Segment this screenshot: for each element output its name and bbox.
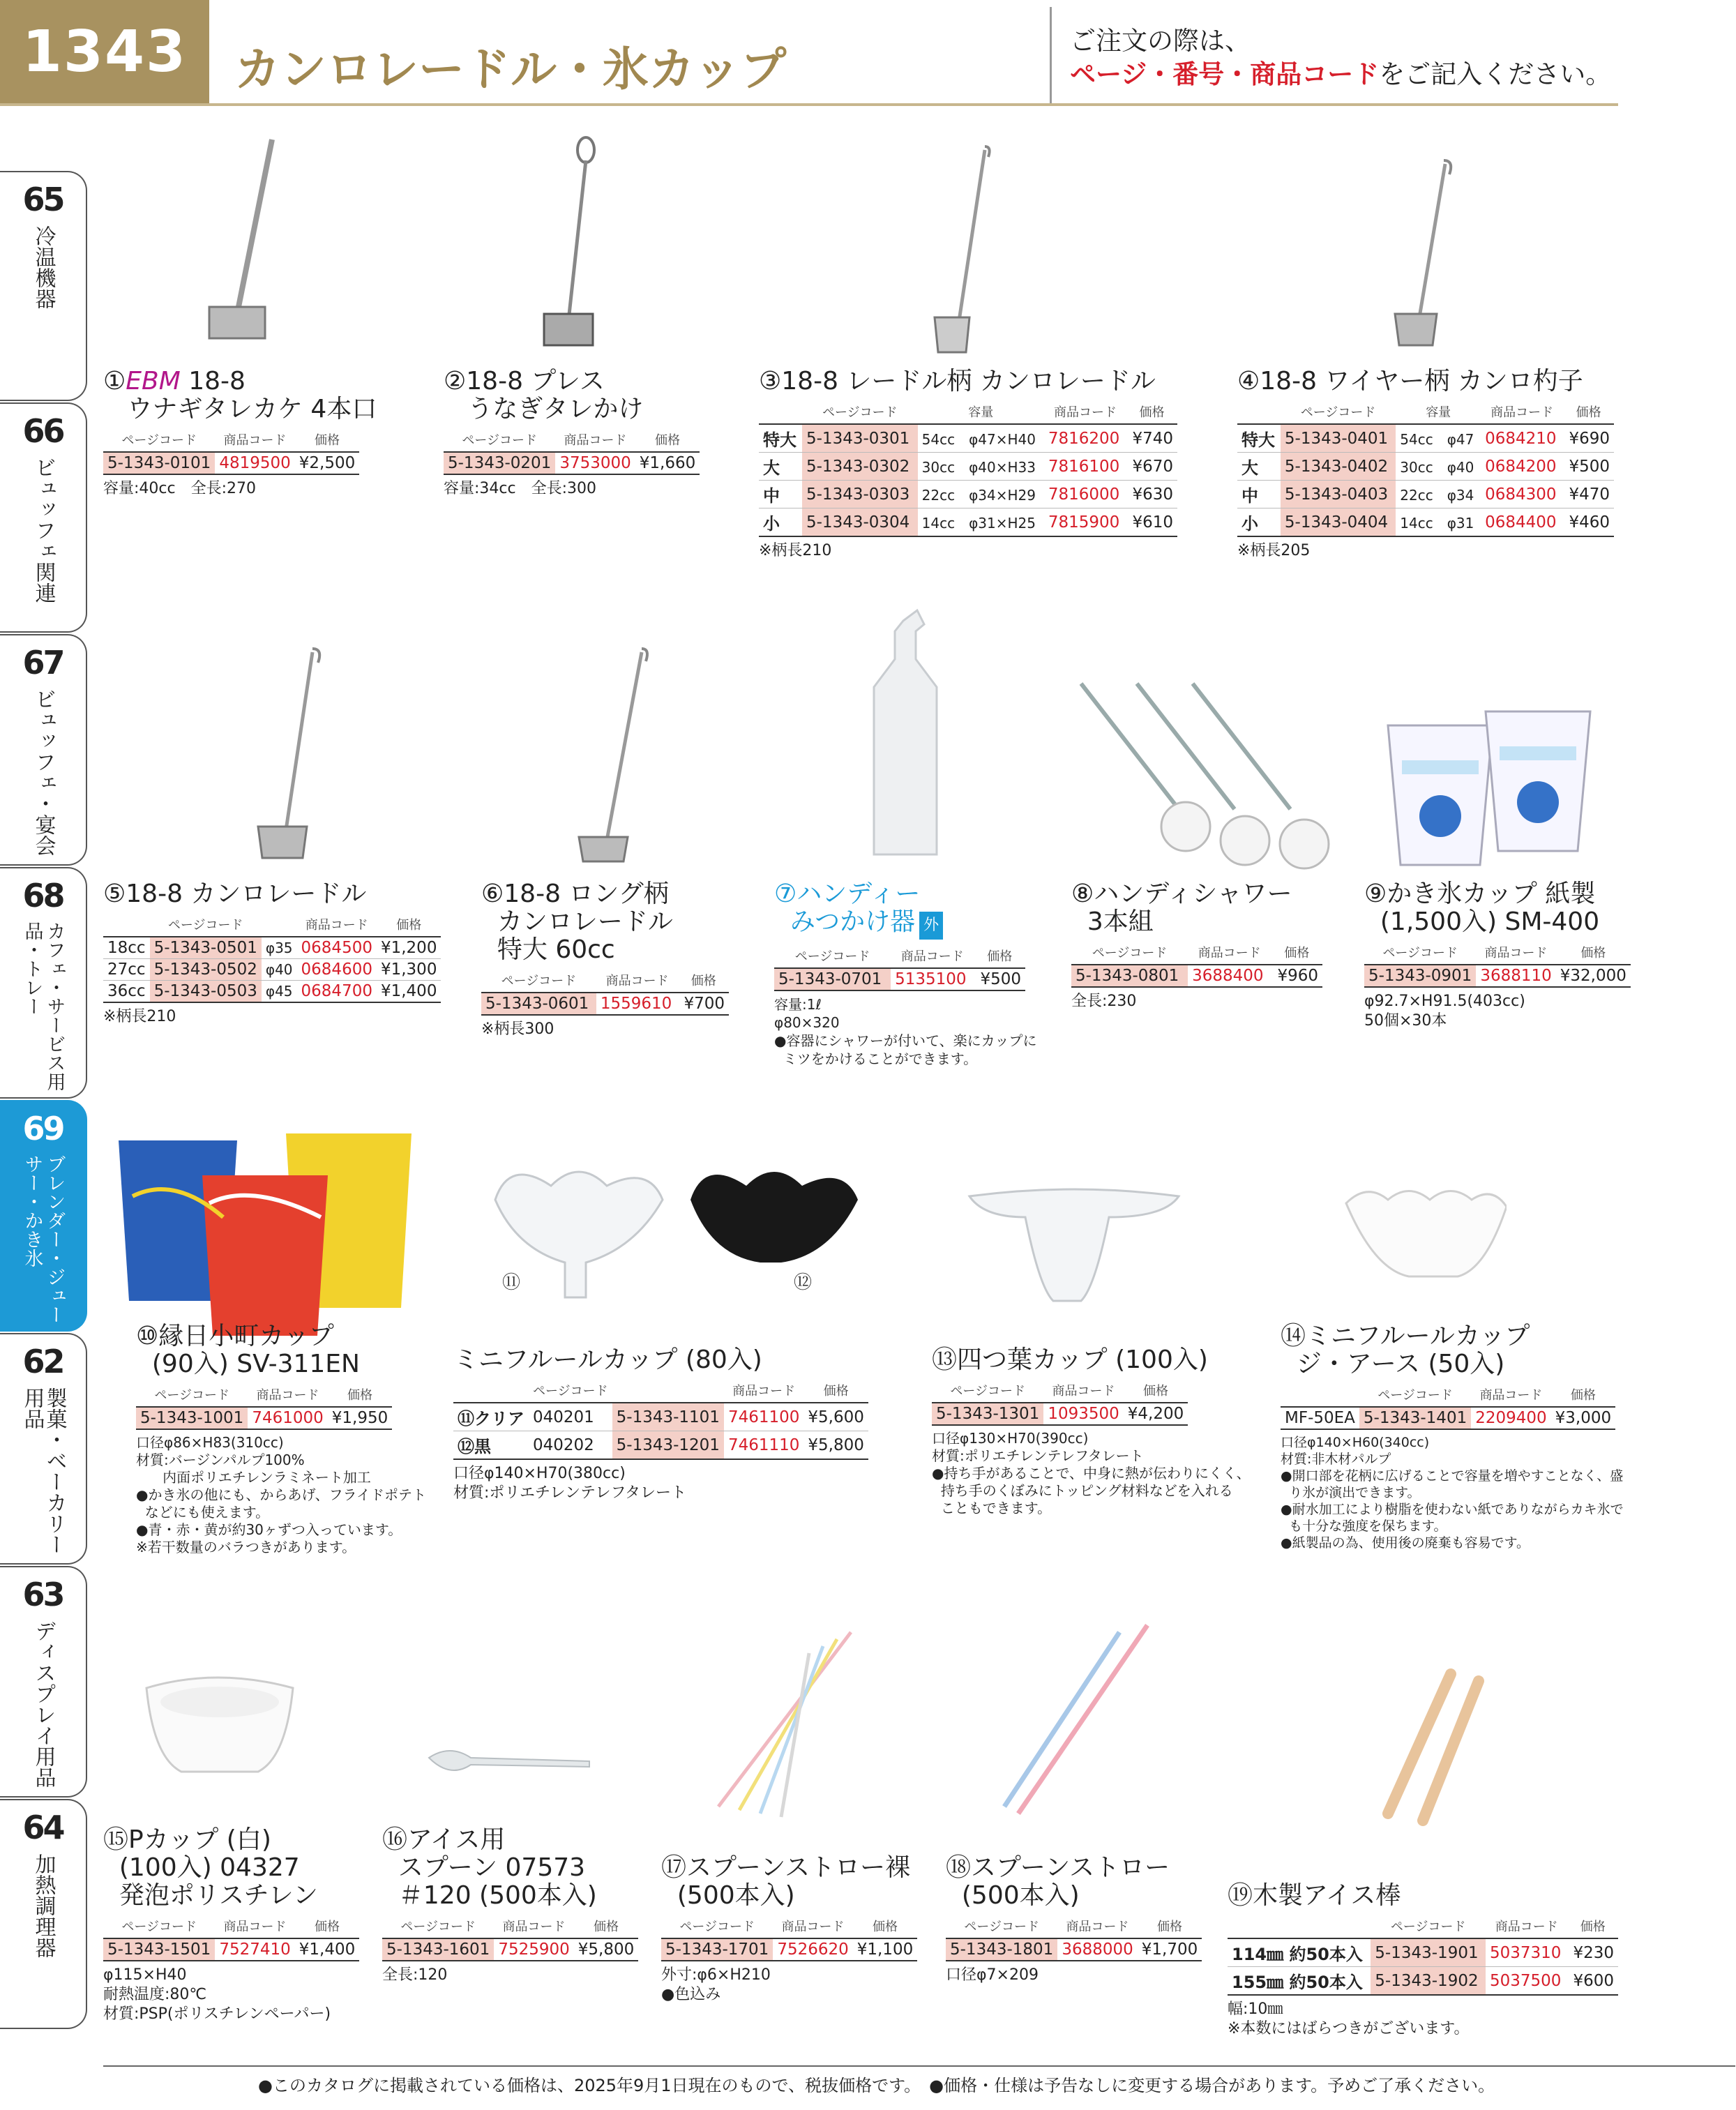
footer-rule <box>103 2065 1735 2067</box>
hand-shower-image <box>1074 670 1353 879</box>
product-16: ⑯アイス用 スプーン 07573 ＃120 (500本入) ページコード 商品コード 価格 5-1343-1601 7525900 ¥5,800 全長:120 <box>382 1826 638 1985</box>
tab-65[interactable]: 65 冷温機器 <box>0 171 87 401</box>
paper-shaved-ice-cup-image <box>1381 698 1604 872</box>
product-6: ⑥18-8 ロング柄 カンロレードル 特大 60cc ページコード 商品コード 価格 5-1343-0601 1559610 ¥700 ※柄長300 <box>481 880 729 1039</box>
product-18: ⑱スプーンストロー (500本入) ページコード 商品コード 価格 5-1343-1801 3688000 ¥1,700 口径φ7×209 <box>946 1854 1202 1985</box>
long-handle-kanro-ladle-image <box>558 642 656 872</box>
kanro-ladle-image <box>230 642 328 872</box>
tab-67[interactable]: 67 ビュッフェ・宴会 <box>0 634 87 866</box>
order-notice: ご注文の際は、 ページ・番号・商品コードをご記入ください。 <box>1050 7 1618 103</box>
product-9-table: ページコード 商品コード 価格 5-1343-0901 3688110 ¥32,000 <box>1364 940 1631 988</box>
product-15-table: ページコード 商品コード 価格 5-1343-1501 7527410 ¥1,400 <box>103 1914 359 1961</box>
mini-fleur-cup-image <box>481 1158 872 1318</box>
wire-handle-kanro-ladle-image <box>1367 153 1465 356</box>
product-11-12: ミニフルールカップ (80入) ページコード 商品コード 価格 ⑪クリア 040201 5-1343-1101 7461100 ¥5,600 ⑫黒 040202 5-1343-1201 7461110 ¥5,800 口径φ140×H70(380cc) 材質:ポリエチレンテレフタレート <box>453 1346 868 1503</box>
product-19-table: ページコード 商品コード 価格 114㎜ 約50本入 5-1343-1901 5037310 ¥230 155㎜ 約50本入 5-1343-1902 5037500 ¥600 <box>1228 1914 1618 1996</box>
tab-66[interactable]: 66 ビュッフェ関連 <box>0 402 87 633</box>
product-3-table: ページコード 容量 商品コード 価格 特大 5-1343-0301 54cc φ47×H40 7816200 ¥740 大 5-1343-0302 30cc φ40×H33 7816100 ¥670 中 5-1343-0303 22cc φ34×H29 7816000 ¥630 小 5-1343-0304 14cc φ31×H25 7815900 ¥610 <box>759 400 1177 537</box>
product-7-table: ページコード 商品コード 価格 5-1343-0701 5135100 ¥500 <box>774 944 1025 991</box>
product-17-table: ページコード 商品コード 価格 5-1343-1701 7526620 ¥1,100 <box>661 1914 917 1961</box>
page-number: 1343 <box>0 0 209 103</box>
syrup-bottle-image <box>865 607 956 872</box>
spoon-straw-bare-image <box>697 1625 865 1821</box>
product-14: ⑭ミニフルールカップ ジ・アース (50入) ページコード 商品コード 価格 MF-50EA 5-1343-1401 2209400 ¥3,000 口径φ140×H60(340cc) 材質:非木材パルプ ●開口部を花柄に広げることで容量を増やすことなく、盛 り氷が演出できます。 ●耐水加工により樹脂を使わない紙でありながらカキ氷で も十分な強度を保ちます。 ●紙製品の為、使用後の廃棄も容易です。 <box>1281 1322 1624 1551</box>
tab-69[interactable]: 69 ブレンダー・ジューサー・かき氷 <box>0 1100 87 1332</box>
product-4: ④18-8 ワイヤー柄 カンロ杓子 ページコード 容量 商品コード 価格 特大 5-1343-0401 54cc φ47 0684210 ¥690 大 5-1343-0402 30cc φ40 0684200 ¥500 中 5-1343-0403 22cc φ34 0684300 ¥470 小 5-1343-0404 14cc φ31 0684400 ¥460 ※柄長205 <box>1237 368 1614 561</box>
ennichi-komachi-cup-image <box>112 1126 425 1343</box>
tab-64[interactable]: 64 加熱調理器 <box>0 1799 87 2029</box>
footer-note: ●このカタログに掲載されている価格は、2025年9月1日現在のもので、税抜価格です。 ●価格・仕様は予告なしに変更する場合があります。予めご了承ください。 <box>258 2076 1495 2095</box>
product-3: ③18-8 レードル柄 カンロレードル ページコード 容量 商品コード 価格 特大 5-1343-0301 54cc φ47×H40 7816200 ¥740 大 5-1343-0302 30cc φ40×H33 7816100 ¥670 中 5-1343-0303 22cc φ34×H29 7816000 ¥630 小 5-1343-0304 14cc φ31×H25 7815900 ¥610 ※柄長210 <box>759 368 1177 561</box>
product-13: ⑬四つ葉カップ (100入) ページコード 商品コード 価格 5-1343-1301 1093500 ¥4,200 口径φ130×H70(390cc) 材質:ポリエチレンテレフタレート ●持ち手があることで、中身に熱が伝わりにくく、 持ち手のくぼみにトッピング材料などを入れる こともできます。 <box>932 1346 1251 1516</box>
product-8-table: ページコード 商品コード 価格 5-1343-0801 3688400 ¥960 <box>1071 940 1322 988</box>
product-15: ⑮Pカップ (白) (100入) 04327 発泡ポリスチレン ページコード 商品コード 価格 5-1343-1501 7527410 ¥1,400 φ115×H40 耐熱温度:80℃ 材質:PSP(ポリスチレンペーパー) <box>103 1826 359 2024</box>
four-leaf-cup-image <box>963 1182 1186 1308</box>
tab-68[interactable]: 68 カフェ・サービス用品・トレー <box>0 867 87 1099</box>
product-17: ⑰スプーンストロー裸 (500本入) ページコード 商品コード 価格 5-1343-1701 7526620 ¥1,100 外寸:φ6×H210 ●色込み <box>661 1854 917 2005</box>
product-1-table: ページコード 商品コード 価格 5-1343-0101 4819500 ¥2,500 <box>103 428 359 475</box>
page-title: カンロレードル・氷カップ <box>234 43 787 96</box>
header-rule <box>0 103 1618 106</box>
tab-62[interactable]: 62 製菓・ベーカリー用品 <box>0 1333 87 1565</box>
spoon-straw-image <box>990 1618 1165 1828</box>
product-9: ⑨かき氷カップ 紙製 (1,500入) SM-400 ページコード 商品コード 価格 5-1343-0901 3688110 ¥32,000 φ92.7×H91.5(403cc) 50個×30本 <box>1364 880 1631 1031</box>
product-18-table: ページコード 商品コード 価格 5-1343-1801 3688000 ¥1,700 <box>946 1914 1202 1961</box>
p-cup-image <box>139 1674 300 1779</box>
product-5-table: ページコード 商品コード 価格 18cc 5-1343-0501 φ35 0684500 ¥1,200 27cc 5-1343-0502 φ40 0684600 ¥1,300 36cc 5-1343-0503 φ45 0684700 ¥1,400 <box>103 912 441 1003</box>
product-16-table: ページコード 商品コード 価格 5-1343-1601 7525900 ¥5,800 <box>382 1914 638 1961</box>
product-19: ⑲木製アイス棒 ページコード 商品コード 価格 114㎜ 約50本入 5-1343-1901 5037310 ¥230 155㎜ 約50本入 5-1343-1902 5037500 ¥600 幅:10㎜ ※本数にはばらつきがございます。 <box>1228 1882 1618 2039</box>
product-1: ①EBM 18-8 ウナギタレカケ 4本口 ページコード 商品コード 価格 5-1343-0101 4819500 ¥2,500 容量:40cc 全長:270 <box>103 367 377 497</box>
product-11-12-table: ページコード 商品コード 価格 ⑪クリア 040201 5-1343-1101 7461100 ¥5,600 ⑫黒 040202 5-1343-1201 7461110 ¥5,800 <box>453 1378 868 1460</box>
product-2: ②18-8 プレス うなぎタレかけ ページコード 商品コード 価格 5-1343-0201 3753000 ¥1,660 容量:34cc 全長:300 <box>444 368 700 499</box>
product-10-table: ページコード 商品コード 価格 5-1343-1001 7461000 ¥1,950 <box>136 1382 392 1430</box>
product-10: ⑩縁日小町カップ (90入) SV-311EN ページコード 商品コード 価格 5-1343-1001 7461000 ¥1,950 口径φ86×H83(310cc) 材質:バージンパルプ100% 内面ポリエチレンラミネート加工 ●かき氷の他にも、からあげ、フライドポテト などにも使えます。 ●青・赤・黄が約30ヶずつ入っています。 ※若干数量のバラつきがあります。 <box>136 1322 427 1555</box>
marker-12: ⑫ <box>794 1272 813 1293</box>
product-2-table: ページコード 商品コード 価格 5-1343-0201 3753000 ¥1,660 <box>444 428 700 475</box>
product-6-table: ページコード 商品コード 価格 5-1343-0601 1559610 ¥700 <box>481 968 729 1016</box>
product-8: ⑧ハンディシャワー 3本組 ページコード 商品コード 価格 5-1343-0801 3688400 ¥960 全長:230 <box>1071 880 1322 1011</box>
product-5: ⑤18-8 カンロレードル ページコード 商品コード 価格 18cc 5-1343-0501 φ35 0684500 ¥1,200 27cc 5-1343-0502 φ40 0684600 ¥1,300 36cc 5-1343-0503 φ45 0684700 ¥1,400 ※柄長210 <box>103 880 441 1027</box>
product-14-table: ページコード 商品コード 価格 MF-50EA 5-1343-1401 2209400 ¥3,000 <box>1281 1382 1615 1430</box>
product-13-table: ページコード 商品コード 価格 5-1343-1301 1093500 ¥4,200 <box>932 1378 1188 1426</box>
marker-11: ⑪ <box>502 1272 521 1293</box>
press-sauce-dispenser-image <box>530 133 614 349</box>
tab-63[interactable]: 63 ディスプレイ用品 <box>0 1566 87 1798</box>
eel-sauce-dispenser-image <box>195 133 293 349</box>
ice-spoon-image <box>425 1744 593 1779</box>
outdoor-badge: 外 <box>919 912 943 940</box>
product-7: ⑦ハンディー みつかけ器 外 ページコード 商品コード 価格 5-1343-0701 5135100 ¥500 容量:1ℓ φ80×320 ●容器にシャワーが付いて、楽にカップに ミツをかけることができます。 <box>774 880 1037 1067</box>
ladle-handle-kanro-ladle-image <box>921 140 997 356</box>
product-4-table: ページコード 容量 商品コード 価格 特大 5-1343-0401 54cc φ47 0684210 ¥690 大 5-1343-0402 30cc φ40 0684200 ¥500 中 5-1343-0403 22cc φ34 0684300 ¥470 小 5-1343-0404 14cc φ31 0684400 ¥460 <box>1237 400 1614 537</box>
wooden-ice-stick-image <box>1367 1667 1493 1828</box>
mini-fleur-earth-cup-image <box>1339 1189 1507 1287</box>
